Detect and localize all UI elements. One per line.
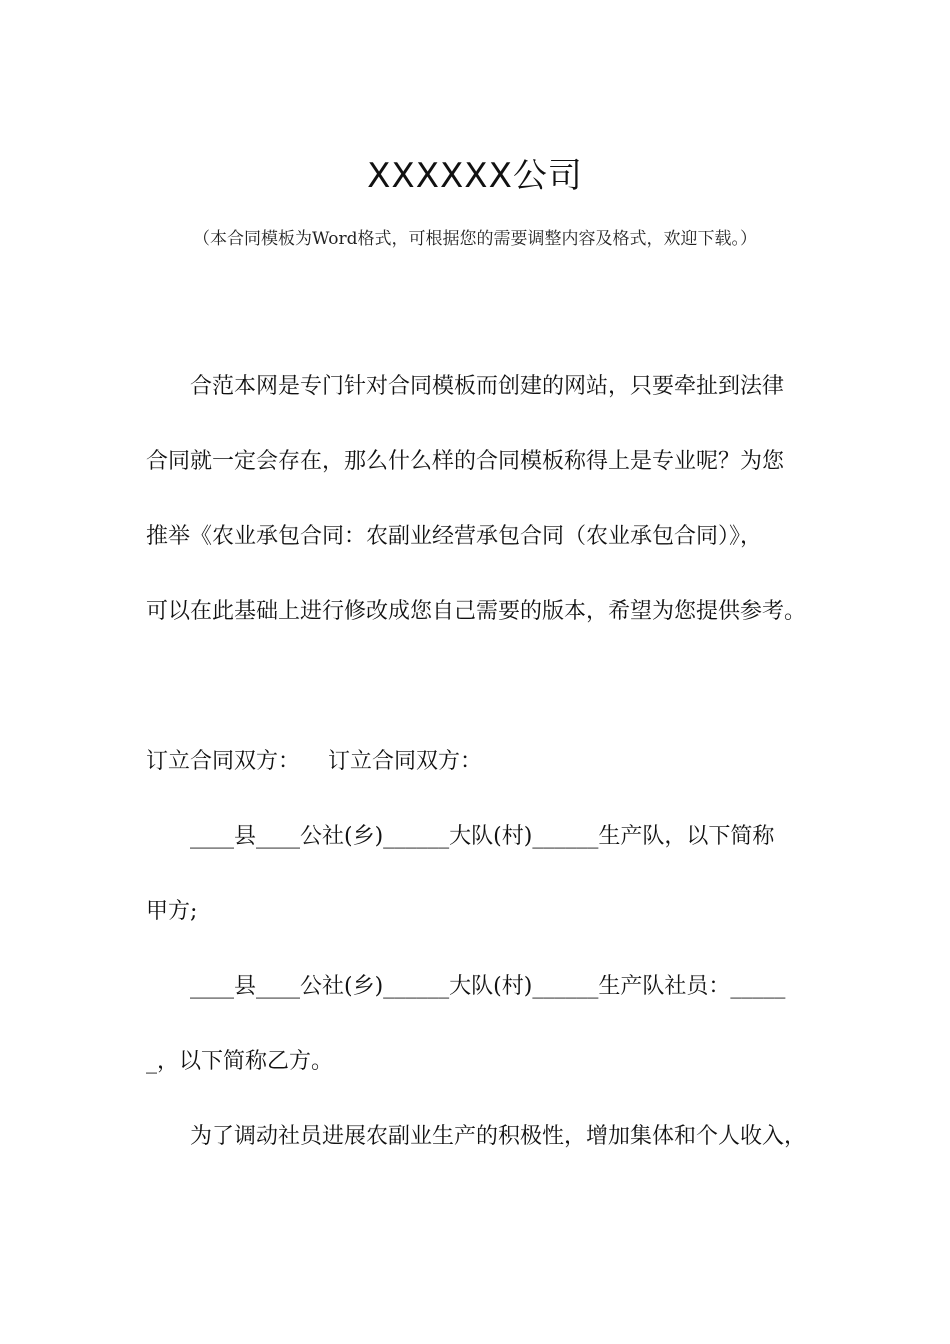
intro-line-3: 推举《农业承包合同：农副业经营承包合同（农业承包合同）》， xyxy=(146,524,763,549)
party-b-line-2: _，以下简称乙方。 xyxy=(146,1049,334,1074)
parties-heading: 订立合同双方： 订立合同双方： xyxy=(146,749,482,774)
intro-line-1: 合范本网是专门针对合同模板而创建的网站，只要牵扯到法律 xyxy=(190,374,785,399)
intro-line-2: 合同就一定会存在，那么什么样的合同模板称得上是专业呢？为您 xyxy=(146,449,785,474)
party-b-line-1: ____县____公社(乡)______大队(村)______生产队社员：_____ xyxy=(190,974,786,999)
party-a-line-1: ____县____公社(乡)______大队(村)______生产队，以下简称 xyxy=(190,824,775,849)
document-title: XXXXXX公司 xyxy=(367,156,583,196)
document-subtitle: （本合同模板为Word格式，可根据您的需要调整内容及格式，欢迎下载。） xyxy=(192,229,758,249)
intro-line-4: 可以在此基础上进行修改成您自己需要的版本，希望为您提供参考。 xyxy=(146,599,807,624)
party-a-line-2: 甲方; xyxy=(146,899,198,924)
purpose-line: 为了调动社员进展农副业生产的积极性，增加集体和个人收入， xyxy=(190,1124,807,1149)
